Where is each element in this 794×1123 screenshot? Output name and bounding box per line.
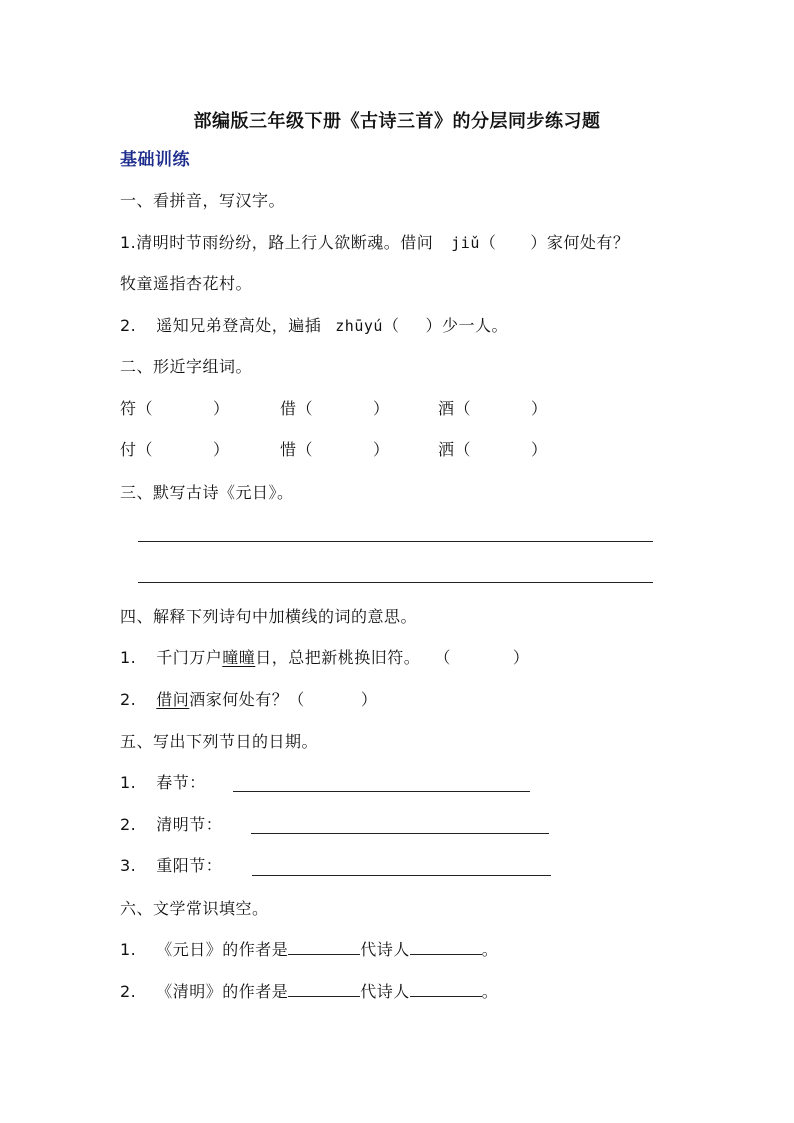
q6-item-num: 1. — [120, 940, 137, 959]
paren-close: ） — [360, 690, 378, 709]
q1-item1-open: （ — [479, 233, 497, 252]
q2-char: 惜 — [280, 440, 297, 459]
paren-close: ） — [373, 440, 390, 459]
q5-answer-line[interactable] — [252, 875, 551, 876]
paren-close: ） — [531, 440, 548, 459]
q4-item2-underlined: 借问 — [156, 690, 190, 709]
q6-item-text: 《元日》的作者是 — [156, 940, 289, 959]
page-title: 部编版三年级下册《古诗三首》的分层同步练习题 — [193, 111, 601, 132]
q1-item2-open: （ — [382, 316, 400, 335]
q6-blank-dynasty[interactable] — [288, 940, 360, 955]
q6-blank-dynasty[interactable] — [288, 982, 360, 997]
q5-answer-line[interactable] — [251, 833, 549, 834]
q5-item — [120, 773, 206, 793]
q6-item-text: 《清明》的作者是 — [156, 982, 289, 1001]
q6-item-end: 。 — [481, 982, 499, 1001]
q4-heading: 四、解释下列诗句中加横线的词的意思。 — [120, 607, 418, 626]
q1-item1-cont: 牧童遥指杏花村。 — [120, 274, 253, 293]
q2-heading: 二、形近字组词。 — [120, 357, 253, 376]
q1-item1 — [120, 233, 629, 253]
paren-open: （ — [288, 690, 305, 709]
q6-heading: 六、文学常识填空。 — [120, 899, 269, 918]
q5-item-num: 1. — [120, 773, 137, 792]
q4-item2 — [120, 690, 377, 710]
q1-item2-text: 遥知兄弟登高处，遍插 — [156, 316, 322, 335]
q6-item-text: 代诗人 — [360, 940, 410, 959]
q2-row2-c — [438, 440, 548, 460]
paren-open: （ — [454, 440, 472, 459]
q3-answer-line-1[interactable] — [138, 541, 653, 542]
q6-item-text: 代诗人 — [360, 982, 410, 1001]
q6-blank-poet[interactable] — [410, 940, 482, 955]
q2-char: 酒 — [438, 399, 455, 418]
paren-open: （ — [454, 399, 472, 418]
q6-item — [120, 940, 498, 960]
q6-item — [120, 982, 498, 1002]
q1-item2-num: 2. — [120, 316, 137, 335]
q4-item2-text: 酒家何处有？ — [189, 690, 289, 709]
q5-item-num: 3. — [120, 856, 137, 875]
q2-char: 借 — [280, 399, 297, 418]
q1-item2 — [120, 316, 508, 336]
q2-row2-a — [120, 440, 230, 460]
paren-open: （ — [136, 440, 154, 459]
paren-open: （ — [434, 648, 451, 667]
q5-item-label: 清明节： — [156, 815, 223, 834]
paren-close: ） — [512, 648, 530, 667]
q1-heading: 一、看拼音，写汉字。 — [120, 191, 286, 210]
q6-blank-poet[interactable] — [410, 982, 482, 997]
q2-char: 洒 — [438, 440, 455, 459]
section-heading: 基础训练 — [120, 150, 190, 170]
q1-item2-close: ）少一人。 — [425, 316, 508, 335]
paren-open: （ — [296, 399, 314, 418]
paren-open: （ — [136, 399, 154, 418]
q1-item1-close: ）家何处有？ — [530, 233, 630, 252]
q6-item-end: 。 — [481, 940, 499, 959]
paren-close: ） — [373, 399, 390, 418]
q4-item1-underlined: 曈曈 — [222, 648, 256, 667]
q5-item-label: 春节： — [156, 773, 206, 792]
q1-item1-text: 1.清明时节雨纷纷，路上行人欲断魂。借问 — [120, 233, 434, 252]
paren-close: ） — [213, 399, 230, 418]
q3-heading: 三、默写古诗《元日》。 — [120, 483, 294, 502]
q5-item — [120, 815, 222, 835]
q4-item2-num: 2. — [120, 690, 137, 709]
q5-item — [120, 856, 222, 876]
paren-close: ） — [213, 440, 230, 459]
q3-answer-line-2[interactable] — [138, 582, 653, 583]
q4-item1-text-b: 日，总把新桃换旧符。 — [255, 648, 421, 667]
q4-item1-text-a: 千门万户 — [156, 648, 223, 667]
q4-item1-num: 1. — [120, 648, 137, 667]
q2-row1-a — [120, 399, 230, 419]
q6-item-num: 2. — [120, 982, 137, 1001]
q2-char: 付 — [120, 440, 137, 459]
q1-item2-pinyin: zhūyú — [335, 317, 383, 335]
paren-close: ） — [531, 399, 548, 418]
q5-answer-line[interactable] — [233, 791, 530, 792]
q2-char: 符 — [120, 399, 137, 418]
q4-item1 — [120, 648, 529, 668]
paren-open: （ — [296, 440, 314, 459]
q5-heading: 五、写出下列节日的日期。 — [120, 732, 319, 751]
q5-item-label: 重阳节： — [156, 856, 223, 875]
q2-row2-b — [280, 440, 390, 460]
q2-row1-c — [438, 399, 548, 419]
q2-row1-b — [280, 399, 390, 419]
q5-item-num: 2. — [120, 815, 137, 834]
q1-item1-pinyin: jiǔ — [451, 234, 480, 252]
